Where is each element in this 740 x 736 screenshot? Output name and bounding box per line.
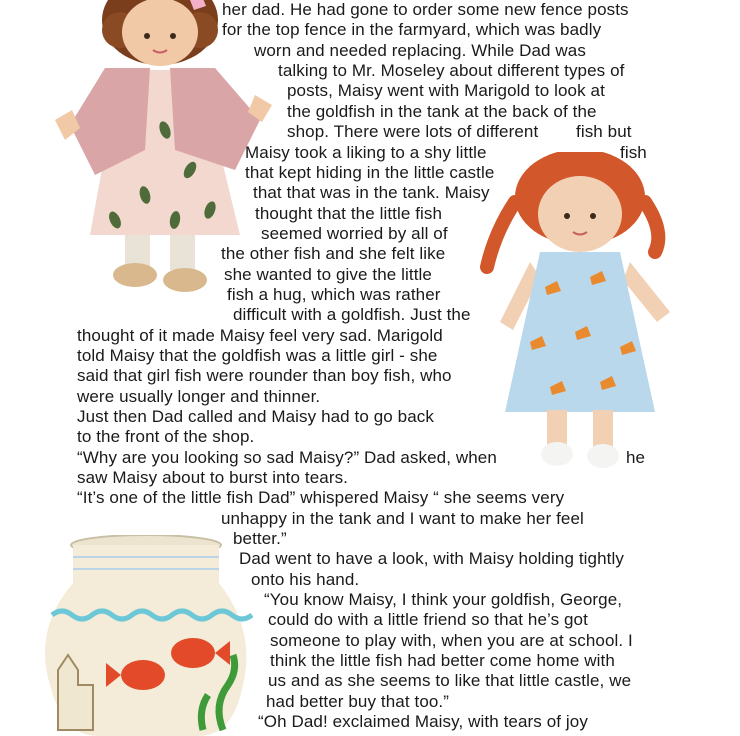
text-line: were usually longer and thinner. (77, 387, 321, 406)
text-line: to the front of the shop. (77, 427, 255, 446)
text-line: someone to play with, when you are at school. I (270, 631, 633, 650)
text-line: could do with a little friend so that he’s got (268, 610, 588, 629)
text-line: had better buy that too.” (266, 692, 450, 711)
text-line: fish but (576, 122, 632, 141)
doll-right-image (475, 152, 685, 472)
text-line: he (626, 448, 646, 467)
text-line: fish (620, 143, 647, 162)
text-line: Just then Dad called and Maisy had to go back (77, 407, 434, 426)
text-line: talking to Mr. Moseley about different types of (278, 61, 625, 80)
text-line: think the little fish had better come home with (270, 651, 615, 670)
text-line: difficult with a goldfish. Just the (233, 305, 471, 324)
text-line: she wanted to give the little (224, 265, 432, 284)
text-line: seemed worried by all of (261, 224, 448, 243)
text-line: worn and needed replacing. While Dad was (254, 41, 586, 60)
text-line: shop. There were lots of different (287, 122, 539, 141)
text-line: fish a hug, which was rather (227, 285, 441, 304)
text-line: thought that the little fish (255, 204, 443, 223)
text-line: “Oh Dad! exclaimed Maisy, with tears of joy (258, 712, 588, 731)
text-line: Maisy took a liking to a shy little (245, 143, 487, 162)
text-line: saw Maisy about to burst into tears. (77, 468, 349, 487)
text-line: “Why are you looking so sad Maisy?” Dad asked, when (77, 448, 497, 467)
text-line: that kept hiding in the little castle (245, 163, 495, 182)
text-line: unhappy in the tank and I want to make her feel (221, 509, 584, 528)
text-line: onto his hand. (251, 570, 360, 589)
fishbowl-image (38, 535, 253, 736)
text-line: told Maisy that the goldfish was a little girl - she (77, 346, 438, 365)
text-line: thought of it made Maisy feel very sad. Marigold (77, 326, 443, 345)
text-line: better.” (233, 529, 287, 548)
text-line: the goldfish in the tank at the back of the (287, 102, 597, 121)
text-line: Dad went to have a look, with Maisy holding tightly (239, 549, 624, 568)
text-line: the other fish and she felt like (221, 244, 446, 263)
text-line: “You know Maisy, I think your goldfish, George, (264, 590, 623, 609)
text-line: said that girl fish were rounder than boy fish, who (77, 366, 452, 385)
text-line: “It’s one of the little fish Dad” whispered Maisy “ she seems very (77, 488, 565, 507)
text-line: for the top fence in the farmyard, which was badly (222, 20, 602, 39)
text-line: that that was in the tank. Maisy (253, 183, 490, 202)
text-line: posts, Maisy went with Marigold to look at (287, 81, 605, 100)
text-line: us and as she seems to like that little castle, we (268, 671, 632, 690)
text-line: her dad. He had gone to order some new fence posts (222, 0, 629, 19)
